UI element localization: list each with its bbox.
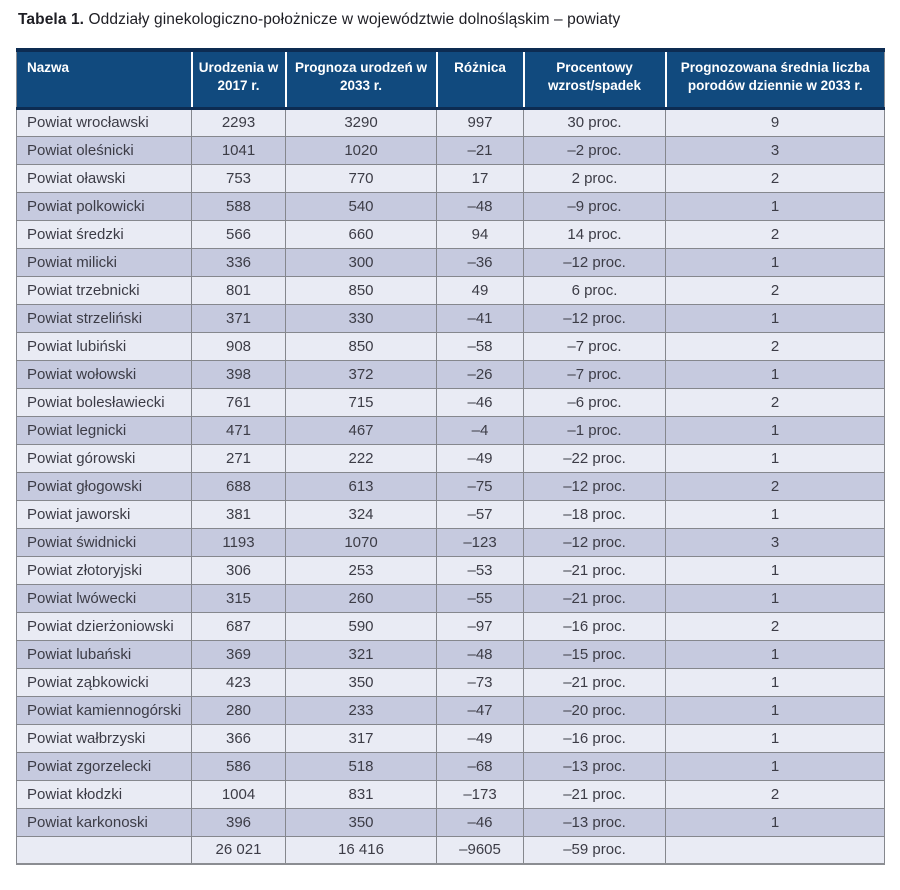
cell-births-2017: 336 xyxy=(192,248,286,276)
cell-name: Powiat głogowski xyxy=(17,472,192,500)
cell-difference: –41 xyxy=(437,304,524,332)
cell-births-2017: 381 xyxy=(192,500,286,528)
cell-forecast-2033: 260 xyxy=(286,584,437,612)
cell-births-2017: 1193 xyxy=(192,528,286,556)
column-header-nazwa: Nazwa xyxy=(17,50,192,108)
cell-name: Powiat lubański xyxy=(17,640,192,668)
cell-name: Powiat jaworski xyxy=(17,500,192,528)
cell-forecast-2033: 467 xyxy=(286,416,437,444)
table-row xyxy=(17,640,885,668)
cell-percent-change: –12 proc. xyxy=(524,528,666,556)
cell-difference: –97 xyxy=(437,612,524,640)
total-avg-daily-2033-cell xyxy=(666,836,885,864)
cell-avg-daily-2033: 1 xyxy=(666,416,885,444)
total-difference-cell: –9605 xyxy=(437,836,524,864)
table-body xyxy=(17,108,885,836)
cell-avg-daily-2033: 1 xyxy=(666,640,885,668)
cell-births-2017: 398 xyxy=(192,360,286,388)
cell-difference: –53 xyxy=(437,556,524,584)
total-name-cell xyxy=(17,836,192,864)
column-header-prognozowana: Prognozowana średnia liczba porodów dziennie w 2033 r. xyxy=(666,50,885,108)
cell-births-2017: 588 xyxy=(192,192,286,220)
table-row xyxy=(17,304,885,332)
table-row xyxy=(17,724,885,752)
cell-difference: –48 xyxy=(437,640,524,668)
cell-forecast-2033: 330 xyxy=(286,304,437,332)
cell-forecast-2033: 317 xyxy=(286,724,437,752)
cell-births-2017: 2293 xyxy=(192,108,286,136)
cell-difference: –26 xyxy=(437,360,524,388)
total-births-2017-cell: 26 021 xyxy=(192,836,286,864)
cell-births-2017: 396 xyxy=(192,808,286,836)
cell-forecast-2033: 831 xyxy=(286,780,437,808)
table-row xyxy=(17,276,885,304)
cell-percent-change: –12 proc. xyxy=(524,472,666,500)
table-row xyxy=(17,108,885,136)
cell-name: Powiat kłodzki xyxy=(17,780,192,808)
cell-forecast-2033: 300 xyxy=(286,248,437,276)
cell-births-2017: 306 xyxy=(192,556,286,584)
cell-births-2017: 271 xyxy=(192,444,286,472)
table-row xyxy=(17,192,885,220)
cell-name: Powiat oleśnicki xyxy=(17,136,192,164)
cell-percent-change: –13 proc. xyxy=(524,752,666,780)
table-row xyxy=(17,752,885,780)
table-row xyxy=(17,164,885,192)
cell-avg-daily-2033: 1 xyxy=(666,192,885,220)
cell-percent-change: –7 proc. xyxy=(524,360,666,388)
cell-avg-daily-2033: 2 xyxy=(666,780,885,808)
cell-forecast-2033: 350 xyxy=(286,808,437,836)
cell-forecast-2033: 324 xyxy=(286,500,437,528)
cell-name: Powiat złotoryjski xyxy=(17,556,192,584)
cell-avg-daily-2033: 1 xyxy=(666,304,885,332)
cell-name: Powiat wołowski xyxy=(17,360,192,388)
cell-difference: –57 xyxy=(437,500,524,528)
cell-births-2017: 586 xyxy=(192,752,286,780)
cell-forecast-2033: 613 xyxy=(286,472,437,500)
table-row xyxy=(17,584,885,612)
cell-percent-change: –21 proc. xyxy=(524,556,666,584)
cell-forecast-2033: 715 xyxy=(286,388,437,416)
table-row xyxy=(17,612,885,640)
cell-forecast-2033: 222 xyxy=(286,444,437,472)
cell-avg-daily-2033: 1 xyxy=(666,724,885,752)
cell-percent-change: –21 proc. xyxy=(524,780,666,808)
cell-avg-daily-2033: 9 xyxy=(666,108,885,136)
cell-percent-change: –22 proc. xyxy=(524,444,666,472)
cell-forecast-2033: 590 xyxy=(286,612,437,640)
cell-births-2017: 1004 xyxy=(192,780,286,808)
cell-name: Powiat lubiński xyxy=(17,332,192,360)
cell-forecast-2033: 3290 xyxy=(286,108,437,136)
cell-avg-daily-2033: 1 xyxy=(666,584,885,612)
cell-percent-change: 2 proc. xyxy=(524,164,666,192)
table-row xyxy=(17,388,885,416)
cell-avg-daily-2033: 2 xyxy=(666,388,885,416)
table-caption-number: Tabela 1. xyxy=(18,11,85,28)
cell-name: Powiat zgorzelecki xyxy=(17,752,192,780)
table-row xyxy=(17,360,885,388)
table-row xyxy=(17,500,885,528)
cell-avg-daily-2033: 1 xyxy=(666,696,885,724)
cell-percent-change: –2 proc. xyxy=(524,136,666,164)
cell-percent-change: –9 proc. xyxy=(524,192,666,220)
cell-name: Powiat strzeliński xyxy=(17,304,192,332)
cell-difference: –47 xyxy=(437,696,524,724)
cell-name: Powiat wrocławski xyxy=(17,108,192,136)
cell-births-2017: 566 xyxy=(192,220,286,248)
table-row xyxy=(17,220,885,248)
cell-forecast-2033: 233 xyxy=(286,696,437,724)
cell-percent-change: 6 proc. xyxy=(524,276,666,304)
cell-difference: 17 xyxy=(437,164,524,192)
cell-births-2017: 471 xyxy=(192,416,286,444)
cell-avg-daily-2033: 3 xyxy=(666,528,885,556)
cell-percent-change: 14 proc. xyxy=(524,220,666,248)
table-caption xyxy=(18,11,620,29)
cell-avg-daily-2033: 1 xyxy=(666,752,885,780)
cell-forecast-2033: 850 xyxy=(286,332,437,360)
table-row xyxy=(17,528,885,556)
column-header-prognoza: Prognoza urodzeń w 2033 r. xyxy=(286,50,437,108)
cell-percent-change: –16 proc. xyxy=(524,612,666,640)
powiaty-table xyxy=(16,48,885,865)
cell-difference: 49 xyxy=(437,276,524,304)
cell-forecast-2033: 321 xyxy=(286,640,437,668)
cell-name: Powiat lwówecki xyxy=(17,584,192,612)
cell-difference: –46 xyxy=(437,808,524,836)
cell-percent-change: –21 proc. xyxy=(524,668,666,696)
cell-name: Powiat dzierżoniowski xyxy=(17,612,192,640)
table-row xyxy=(17,416,885,444)
cell-difference: –75 xyxy=(437,472,524,500)
cell-percent-change: –20 proc. xyxy=(524,696,666,724)
cell-avg-daily-2033: 1 xyxy=(666,360,885,388)
cell-name: Powiat karkonoski xyxy=(17,808,192,836)
cell-avg-daily-2033: 1 xyxy=(666,248,885,276)
cell-name: Powiat bolesławiecki xyxy=(17,388,192,416)
cell-difference: –173 xyxy=(437,780,524,808)
cell-births-2017: 753 xyxy=(192,164,286,192)
cell-forecast-2033: 850 xyxy=(286,276,437,304)
cell-name: Powiat ząbkowicki xyxy=(17,668,192,696)
cell-percent-change: –12 proc. xyxy=(524,304,666,332)
cell-forecast-2033: 540 xyxy=(286,192,437,220)
cell-percent-change: 30 proc. xyxy=(524,108,666,136)
cell-avg-daily-2033: 1 xyxy=(666,808,885,836)
table-row xyxy=(17,444,885,472)
cell-births-2017: 315 xyxy=(192,584,286,612)
cell-difference: –58 xyxy=(437,332,524,360)
cell-births-2017: 369 xyxy=(192,640,286,668)
cell-percent-change: –13 proc. xyxy=(524,808,666,836)
cell-difference: –49 xyxy=(437,444,524,472)
cell-births-2017: 687 xyxy=(192,612,286,640)
cell-difference: –36 xyxy=(437,248,524,276)
cell-difference: –48 xyxy=(437,192,524,220)
cell-births-2017: 688 xyxy=(192,472,286,500)
cell-percent-change: –21 proc. xyxy=(524,584,666,612)
cell-avg-daily-2033: 1 xyxy=(666,668,885,696)
cell-avg-daily-2033: 2 xyxy=(666,164,885,192)
cell-forecast-2033: 372 xyxy=(286,360,437,388)
cell-difference: –68 xyxy=(437,752,524,780)
table-caption-text: Oddziały ginekologiczno-położnicze w województwie dolnośląskim – powiaty xyxy=(84,11,621,28)
cell-avg-daily-2033: 1 xyxy=(666,556,885,584)
table-footer xyxy=(17,836,885,864)
cell-difference: –49 xyxy=(437,724,524,752)
cell-name: Powiat legnicki xyxy=(17,416,192,444)
cell-births-2017: 280 xyxy=(192,696,286,724)
cell-percent-change: –1 proc. xyxy=(524,416,666,444)
cell-name: Powiat świdnicki xyxy=(17,528,192,556)
table-row xyxy=(17,332,885,360)
cell-percent-change: –6 proc. xyxy=(524,388,666,416)
cell-difference: –21 xyxy=(437,136,524,164)
column-header-roznica: Różnica xyxy=(437,50,524,108)
cell-name: Powiat kamiennogórski xyxy=(17,696,192,724)
cell-forecast-2033: 770 xyxy=(286,164,437,192)
totals-row xyxy=(17,836,885,864)
cell-avg-daily-2033: 1 xyxy=(666,444,885,472)
cell-name: Powiat milicki xyxy=(17,248,192,276)
cell-avg-daily-2033: 3 xyxy=(666,136,885,164)
cell-births-2017: 371 xyxy=(192,304,286,332)
header-row xyxy=(17,50,885,108)
table-header xyxy=(17,50,885,108)
cell-avg-daily-2033: 1 xyxy=(666,500,885,528)
cell-percent-change: –18 proc. xyxy=(524,500,666,528)
table-row xyxy=(17,136,885,164)
cell-percent-change: –15 proc. xyxy=(524,640,666,668)
cell-births-2017: 801 xyxy=(192,276,286,304)
cell-forecast-2033: 350 xyxy=(286,668,437,696)
cell-name: Powiat trzebnicki xyxy=(17,276,192,304)
cell-avg-daily-2033: 2 xyxy=(666,332,885,360)
cell-births-2017: 1041 xyxy=(192,136,286,164)
cell-forecast-2033: 518 xyxy=(286,752,437,780)
cell-name: Powiat średzki xyxy=(17,220,192,248)
cell-difference: –123 xyxy=(437,528,524,556)
cell-percent-change: –7 proc. xyxy=(524,332,666,360)
column-header-procentowy: Procentowy wzrost/spadek xyxy=(524,50,666,108)
cell-births-2017: 423 xyxy=(192,668,286,696)
cell-avg-daily-2033: 2 xyxy=(666,276,885,304)
table-row xyxy=(17,556,885,584)
cell-name: Powiat górowski xyxy=(17,444,192,472)
cell-name: Powiat wałbrzyski xyxy=(17,724,192,752)
table-row xyxy=(17,668,885,696)
table-row xyxy=(17,808,885,836)
cell-forecast-2033: 660 xyxy=(286,220,437,248)
cell-avg-daily-2033: 2 xyxy=(666,612,885,640)
cell-avg-daily-2033: 2 xyxy=(666,472,885,500)
total-forecast-2033-cell: 16 416 xyxy=(286,836,437,864)
total-percent-change-cell: –59 proc. xyxy=(524,836,666,864)
cell-difference: –73 xyxy=(437,668,524,696)
cell-avg-daily-2033: 2 xyxy=(666,220,885,248)
cell-difference: 94 xyxy=(437,220,524,248)
cell-forecast-2033: 1020 xyxy=(286,136,437,164)
cell-difference: –4 xyxy=(437,416,524,444)
table-row xyxy=(17,780,885,808)
cell-percent-change: –12 proc. xyxy=(524,248,666,276)
table-row xyxy=(17,472,885,500)
column-header-urodzenia: Urodzenia w 2017 r. xyxy=(192,50,286,108)
cell-births-2017: 908 xyxy=(192,332,286,360)
cell-births-2017: 366 xyxy=(192,724,286,752)
cell-forecast-2033: 253 xyxy=(286,556,437,584)
cell-difference: –55 xyxy=(437,584,524,612)
cell-name: Powiat polkowicki xyxy=(17,192,192,220)
cell-births-2017: 761 xyxy=(192,388,286,416)
cell-name: Powiat oławski xyxy=(17,164,192,192)
table-row xyxy=(17,696,885,724)
cell-forecast-2033: 1070 xyxy=(286,528,437,556)
cell-difference: –46 xyxy=(437,388,524,416)
cell-percent-change: –16 proc. xyxy=(524,724,666,752)
cell-difference: 997 xyxy=(437,108,524,136)
table-row xyxy=(17,248,885,276)
